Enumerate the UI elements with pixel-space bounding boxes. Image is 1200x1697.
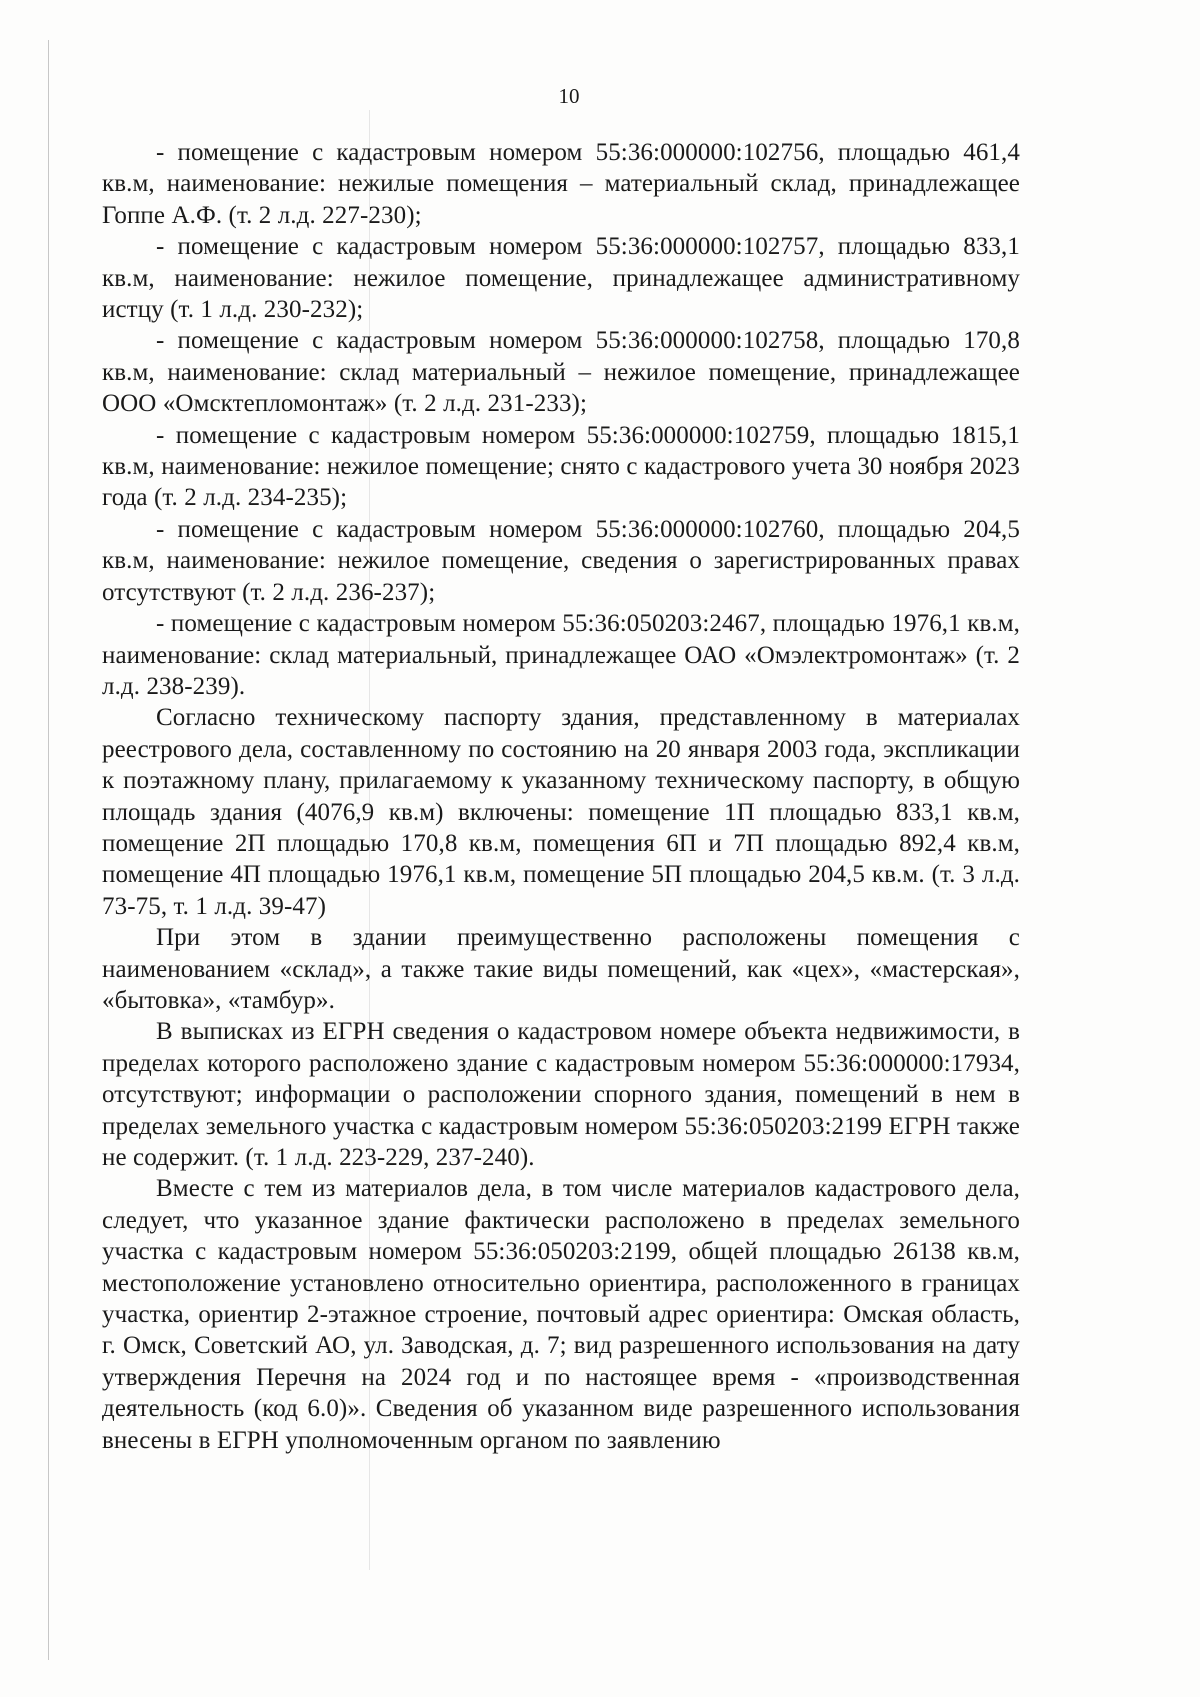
paragraph-egrn-extracts: В выписках из ЕГРН сведения о кадастровом номере объекта недвижимости, в пределах которого расположено здание с кадастровым номером 55:36:000000:17934, отсутствуют; информации о расположении спорного здания, помещений в нем в пределах земельного участка с кадастровым номером 55:36:050203:2199 ЕГРН также не содержит. (т. 1 л.д. 223-229, 237-240).: [102, 1018, 1020, 1171]
paragraph-room-102759: - помещение с кадастровым номером 55:36:000000:102759, площадью 1815,1 кв.м, наименование: нежилое помещение; снято с кадастрового учета 30 ноября 2023 года (т. 2 л.д. 234-235);: [102, 421, 1020, 512]
paragraph-room-2467: - помещение с кадастровым номером 55:36:050203:2467, площадью 1976,1 кв.м, наименование: склад материальный, принадлежащее ОАО «Омэлектромонтаж» (т. 2 л.д. 238-239).: [102, 610, 1020, 700]
paragraph-room-102756: - помещение с кадастровым номером 55:36:000000:102756, площадью 461,4 кв.м, наименование: нежилые помещения – материальный склад, принадлежащее Гоппе А.Ф. (т. 2 л.д. 227-230);: [102, 139, 1020, 229]
paragraph-room-102760: - помещение с кадастровым номером 55:36:000000:102760, площадью 204,5 кв.м, наименование: нежилое помещение, сведения о зарегистрированных правах отсутствуют (т. 2 л.д. 236-237);: [102, 515, 1020, 606]
scan-edge-line: [48, 40, 49, 1660]
paragraph-room-types: При этом в здании преимущественно расположены помещения с наименованием «склад», а также такие виды помещений, как «цех», «мастерская», «бытовка», «тамбур».: [102, 924, 1020, 1014]
page-number: 10: [558, 84, 580, 108]
paragraph-technical-passport: Согласно техническому паспорту здания, представленному в материалах реестрового дела, составленному по состоянию на 20 января 2003 года, экспликации к поэтажному плану, прилагаемому к указанному техническому паспорту, в общую площадь здания (4076,9 кв.м) включены: помещение 1П площадью 833,1 кв.м, помещение 2П площадью 170,8 кв.м, помещения 6П и 7П площадью 892,4 кв.м, помещение 4П площадью 1976,1 кв.м, помещение 5П площадью 204,5 кв.м. (т. 3 л.д. 73-75, т. 1 л.д. 39-47): [102, 704, 1020, 920]
paragraph-land-plot: Вместе с тем из материалов дела, в том числе материалов кадастрового дела, следует, что указанное здание фактически расположено в пределах земельного участка с кадастровым номером 55:36:050203:2199, общей площадью 26138 кв.м, местоположение установлено относительно ориентира, расположенного в границах участка, ориентир 2-этажное строение, почтовый адрес ориентира: Омская область, г. Омск, Советский АО, ул. Заводская, д. 7; вид разрешенного использования на дату утверждения Перечня на 2024 год и по настоящее время - «производственная деятельность (код 6.0)». Сведения об указанном виде разрешенного использования внесены в ЕГРН уполномоченным органом по заявлению: [102, 1175, 1020, 1454]
document-body: [102, 137, 1020, 1456]
paragraph-room-102757: - помещение с кадастровым номером 55:36:000000:102757, площадью 833,1 кв.м, наименование: нежилое помещение, принадлежащее административному истцу (т. 1 л.д. 230-232);: [102, 233, 1020, 324]
paragraph-room-102758: - помещение с кадастровым номером 55:36:000000:102758, площадью 170,8 кв.м, наименование: склад материальный – нежилое помещение, принадлежащее ООО «Омсктепломонтаж» (т. 2 л.д. 231-233);: [102, 327, 1020, 418]
